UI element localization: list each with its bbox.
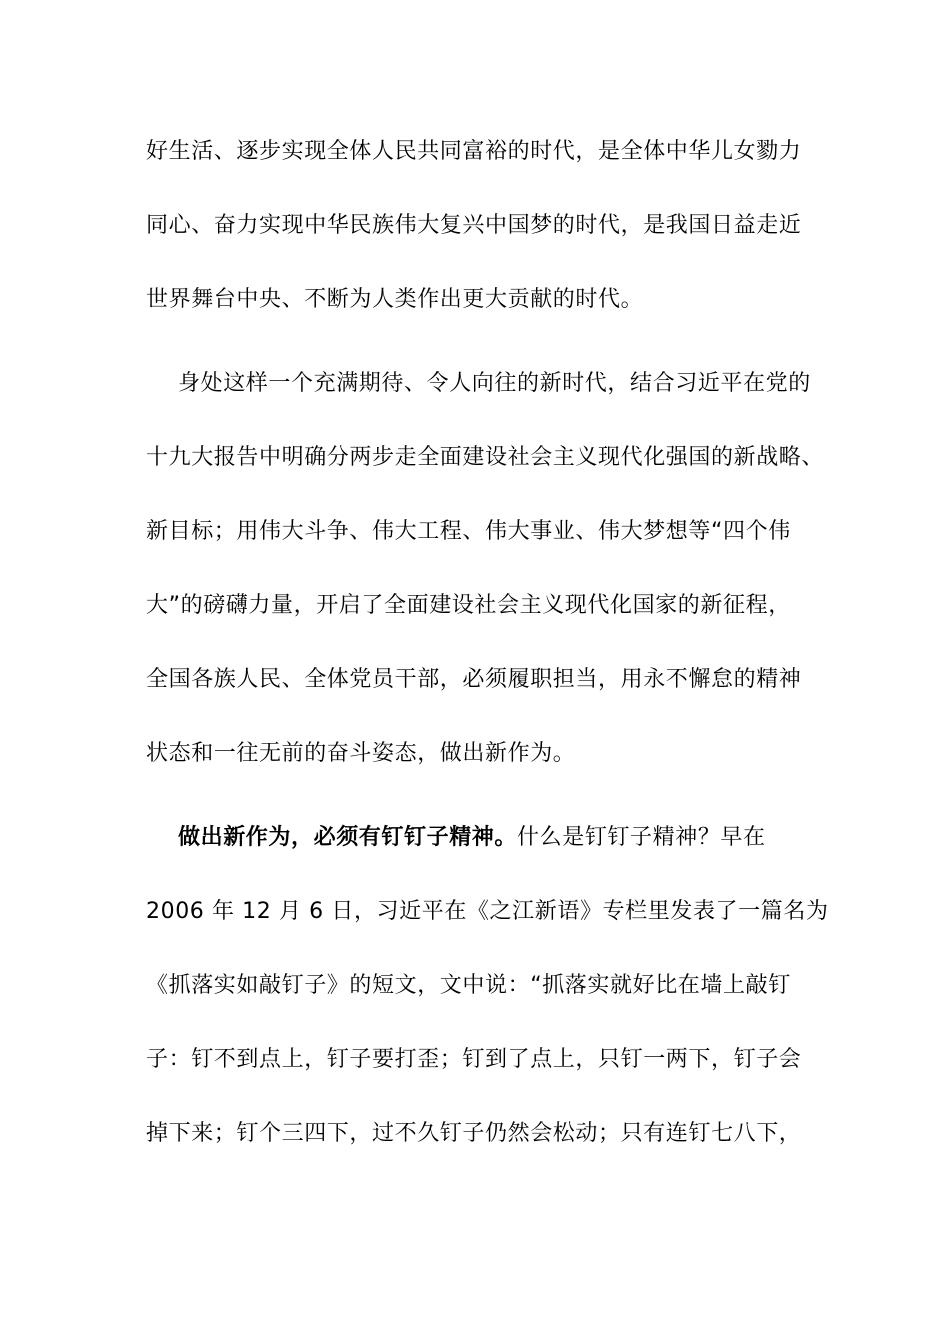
paragraph-2-line-5: 全国各族人民、全体党员干部，必须履职担当，用永不懈怠的精神 [146,667,802,692]
paragraph-2-line-4: 大”的磅礴力量，开启了全面建设社会主义现代化国家的新征程， [146,593,791,618]
paragraph-2-line-6: 状态和一往无前的奋斗姿态，做出新作为。 [146,741,576,766]
paragraph-3-line-3: 《抓落实如敲钉子》的短文，文中说：“抓落实就好比在墙上敲钉 [146,973,791,998]
paragraph-3-line-5: 掉下来；钉个三四下，过不久钉子仍然会松动；只有连钉七八下， [146,1121,802,1146]
paragraph-3-line-1-rest: 什么是钉钉子精神？早在 [517,825,766,850]
paragraph-3-line-4: 子：钉不到点上，钉子要打歪；钉到了点上，只钉一两下，钉子会 [146,1047,802,1072]
paragraph-1-line-2: 同心、奋力实现中华民族伟大复兴中国梦的时代，是我国日益走近 [146,213,802,238]
paragraph-2-line-2: 十九大报告中明确分两步走全面建设社会主义现代化强国的新战略、 [146,445,825,470]
paragraph-2-line-1: 身处这样一个充满期待、令人向往的新时代，结合习近平在党的 [178,371,811,396]
bold-lead-sentence: 做出新作为，必须有钉钉子精神。 [178,825,518,850]
paragraph-3-line-2: 2006 年 12 月 6 日，习近平在《之江新语》专栏里发表了一篇名为 [146,899,829,924]
paragraph-2-line-3: 新目标；用伟大斗争、伟大工程、伟大事业、伟大梦想等“四个伟 [146,519,791,544]
paragraph-1-line-1: 好生活、逐步实现全体人民共同富裕的时代，是全体中华儿女勠力 [146,139,802,164]
paragraph-1-line-3: 世界舞台中央、不断为人类作出更大贡献的时代。 [146,287,644,312]
paragraph-3-line-1 [178,823,818,853]
